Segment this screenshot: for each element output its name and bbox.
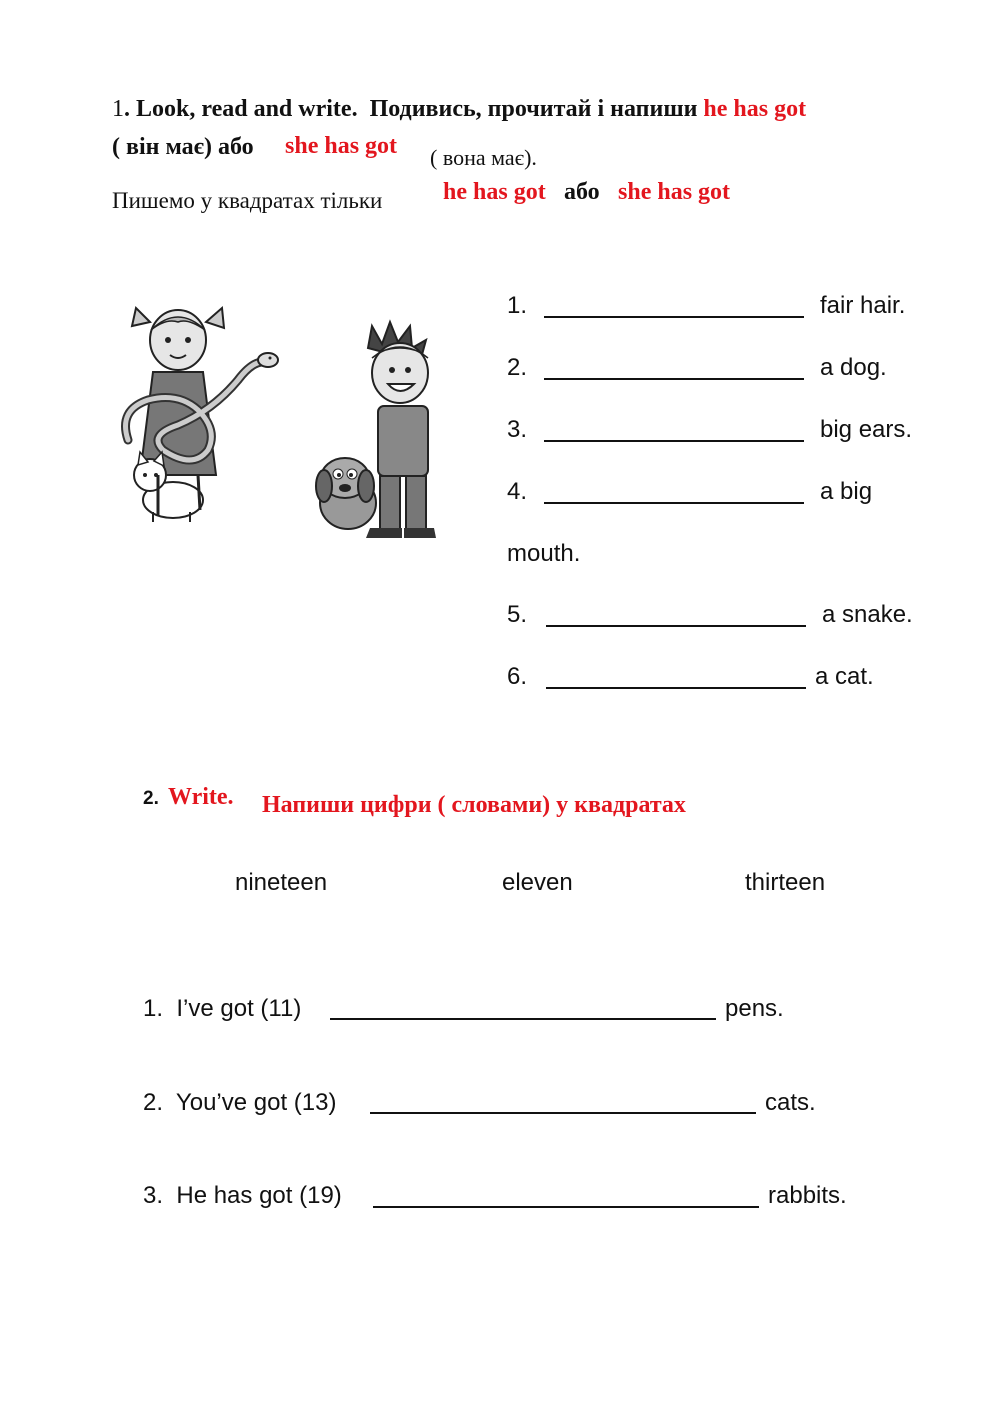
ex2-sentence-3 [143, 1182, 342, 1210]
ex2-instruction: Напиши цифри ( словами) у квадратах [262, 792, 686, 818]
girl-with-snake-and-cat-illustration [118, 300, 288, 525]
ex2-sentence-1-before: I’ve got (11) [176, 995, 302, 1022]
ex1-number: 1 [112, 96, 124, 122]
she-translation: ( вона має). [430, 145, 537, 170]
ex1-item-3-num: 3. [507, 416, 528, 443]
ex1-item-4-num: 4. [507, 478, 528, 505]
ex1-item-6-num: 6. [507, 663, 528, 690]
boy-with-dog-illustration [310, 318, 450, 543]
ex1-item-6-text: a cat. [815, 663, 874, 690]
ex2-sentence-2-after: cats. [765, 1089, 816, 1116]
ex2-sentence-3-before: He has got (19) [176, 1182, 342, 1209]
ex2-number: 2. [143, 788, 159, 809]
ex2-sentence-3-blank[interactable] [373, 1206, 759, 1208]
ex2-sentence-2-before: You’ve got (13) [175, 1089, 337, 1116]
ex1-item-2-num: 2. [507, 354, 528, 381]
ex1-item-5-num: 5. [507, 601, 528, 628]
ex1-item-4-blank[interactable] [544, 502, 804, 504]
ex1-heading-en: . Look, read and write. [124, 96, 358, 122]
ex2-sentence-2-blank[interactable] [370, 1112, 756, 1114]
ex1-item-3-blank[interactable] [544, 440, 804, 442]
word-bank-eleven: eleven [502, 869, 573, 896]
ex1-instruction: Пишемо у квадратах тільки [112, 188, 383, 213]
ex1-item-1-num: 1. [507, 292, 528, 319]
ex2-sentence-1-blank[interactable] [330, 1018, 716, 1020]
ex2-sentence-3-after: rabbits. [768, 1182, 847, 1209]
ex1-item-4-text: a big [820, 478, 873, 505]
ex2-title: Write. [168, 784, 234, 810]
ex2-sentence-2-num: 2. [143, 1089, 164, 1116]
ex1-item-1-text: fair hair. [820, 292, 906, 319]
he-translation: ( він має) або [112, 134, 254, 160]
ex1-item-2-text: a dog. [820, 354, 887, 381]
he-has-got-label: he has got [703, 96, 807, 122]
word-bank-thirteen: thirteen [745, 869, 826, 896]
ex2-sentence-1 [143, 995, 301, 1023]
he-has-got-label-2: he has got [443, 179, 546, 205]
ex1-item-6-blank[interactable] [546, 687, 806, 689]
she-has-got-label: she has got [285, 133, 398, 159]
ex2-sentence-1-num: 1. [143, 995, 164, 1022]
word-bank-nineteen: nineteen [235, 869, 328, 896]
ex2-sentence-3-num: 3. [143, 1182, 164, 1209]
ex1-item-1-blank[interactable] [544, 316, 804, 318]
or-label: або [564, 179, 600, 205]
ex1-item-4-continuation: mouth. [507, 540, 581, 567]
ex2-sentence-2 [143, 1089, 336, 1117]
ex1-item-5-text: a snake. [822, 601, 913, 628]
ex1-item-5-blank[interactable] [546, 625, 806, 627]
ex1-heading-ua: Подивись, прочитай і напиши [369, 96, 698, 122]
ex2-sentence-1-after: pens. [725, 995, 784, 1022]
ex1-item-3-text: big ears. [820, 416, 913, 443]
ex1-heading-line1 [112, 96, 806, 123]
ex1-item-2-blank[interactable] [544, 378, 804, 380]
she-has-got-label-3: she has got [618, 179, 731, 205]
